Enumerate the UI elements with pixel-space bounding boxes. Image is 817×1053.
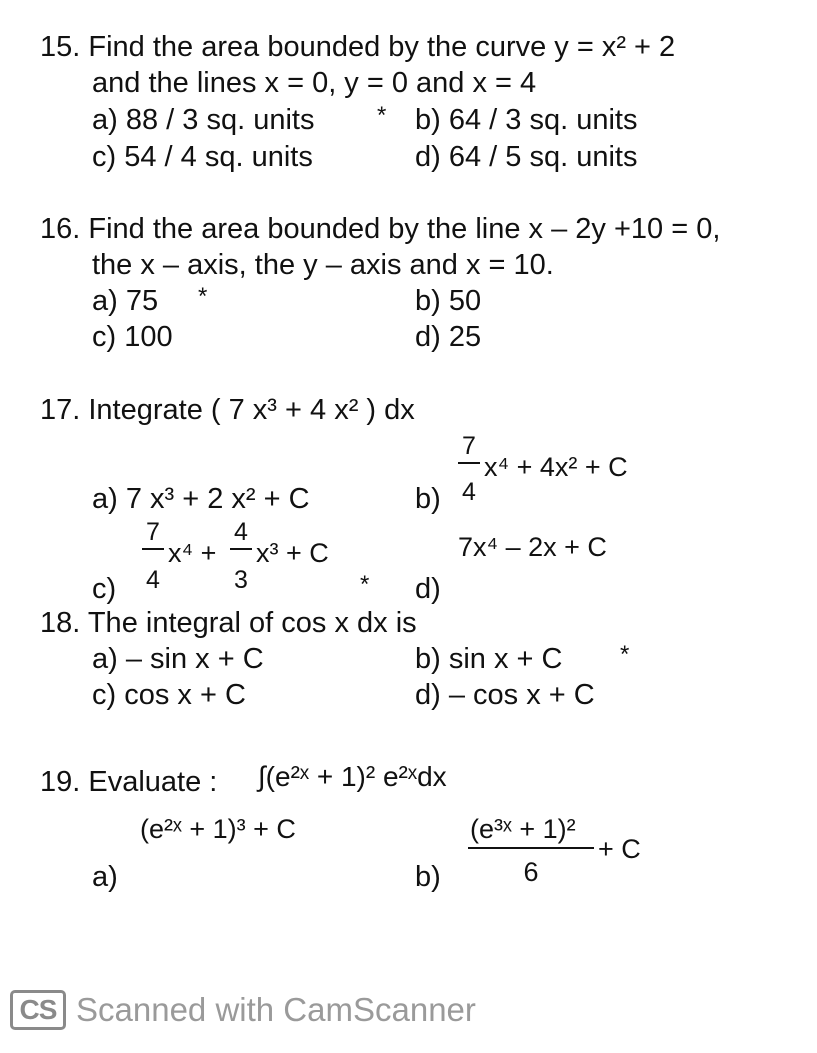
q19-b-denominator: 6: [523, 857, 539, 887]
q19-b-expression: + C: [598, 834, 641, 864]
q17-stem: 17. Integrate ( 7 x³ + 4 x² ) dx: [40, 394, 415, 426]
q17-b-label: b): [415, 483, 441, 515]
q18-option-c: c) cos x + C: [92, 679, 246, 711]
q17-c-fraction-bar-2: [230, 548, 252, 550]
watermark-text: Scanned with CamScanner: [76, 991, 476, 1028]
q15-option-d: d) 64 / 5 sq. units: [415, 141, 638, 173]
q17-d-expression: 7x⁴ – 2x + C: [458, 532, 607, 562]
q17-b-denominator: 4: [462, 478, 476, 506]
q17-c-denominator-1: 4: [146, 566, 160, 594]
q16-option-a: a) 75: [92, 285, 159, 317]
q18-option-b: b) sin x + C: [415, 643, 563, 675]
q17-c-middle: x⁴ +: [168, 538, 217, 568]
q16-option-c: c) 100: [92, 321, 173, 353]
q16-stem-line2: the x – axis, the y – axis and x = 10.: [92, 249, 554, 281]
q17-b-expression: x⁴ + 4x² + C: [484, 452, 628, 482]
q16-stem-line1: 16. Find the area bounded by the line x – 2y +10 = 0,: [40, 213, 721, 245]
q15-option-b: b) 64 / 3 sq. units: [415, 104, 638, 136]
q17-answer-star: *: [360, 571, 370, 598]
q16-option-b: b) 50: [415, 285, 482, 317]
q18-option-d: d) – cos x + C: [415, 679, 595, 711]
q19-a-label: a): [92, 861, 118, 893]
q17-c-fraction-bar-1: [142, 548, 164, 550]
q17-d-label: d): [415, 573, 441, 605]
q17-c-numerator-1: 7: [146, 518, 160, 546]
q17-b-numerator: 7: [462, 432, 476, 460]
q15-stem-line1: 15. Find the area bounded by the curve y = x² + 2: [40, 31, 676, 63]
q16-answer-star: *: [198, 283, 208, 310]
q19-b-label: b): [415, 861, 441, 893]
camscanner-logo: CS: [10, 990, 66, 1030]
q15-option-c: c) 54 / 4 sq. units: [92, 141, 313, 173]
q18-stem: 18. The integral of cos x dx is: [40, 607, 417, 639]
q19-stem: 19. Evaluate :: [40, 766, 218, 798]
q19-integral: ∫(e²ˣ + 1)² e²ˣdx: [258, 761, 447, 792]
q19-b-numerator: (e³ˣ + 1)²: [470, 814, 576, 844]
q16-option-d: d) 25: [415, 321, 482, 353]
q17-c-expression: x³ + C: [256, 538, 329, 568]
q17-c-denominator-2: 3: [234, 566, 248, 594]
q18-option-a: a) – sin x + C: [92, 643, 264, 675]
q17-b-fraction-bar: [458, 462, 480, 464]
q17-option-a: a) 7 x³ + 2 x² + C: [92, 483, 310, 515]
q17-c-label: c): [92, 573, 117, 605]
q17-c-numerator-2: 4: [234, 518, 248, 546]
q15-option-a: a) 88 / 3 sq. units: [92, 104, 315, 136]
q18-answer-star: *: [620, 641, 630, 668]
q19-a-expression: (e²ˣ + 1)³ + C: [140, 814, 296, 844]
q15-answer-star: *: [377, 102, 387, 129]
q15-stem-line2: and the lines x = 0, y = 0 and x = 4: [92, 67, 537, 99]
camscanner-watermark: [10, 990, 476, 1030]
q19-b-fraction-bar: [468, 847, 594, 849]
